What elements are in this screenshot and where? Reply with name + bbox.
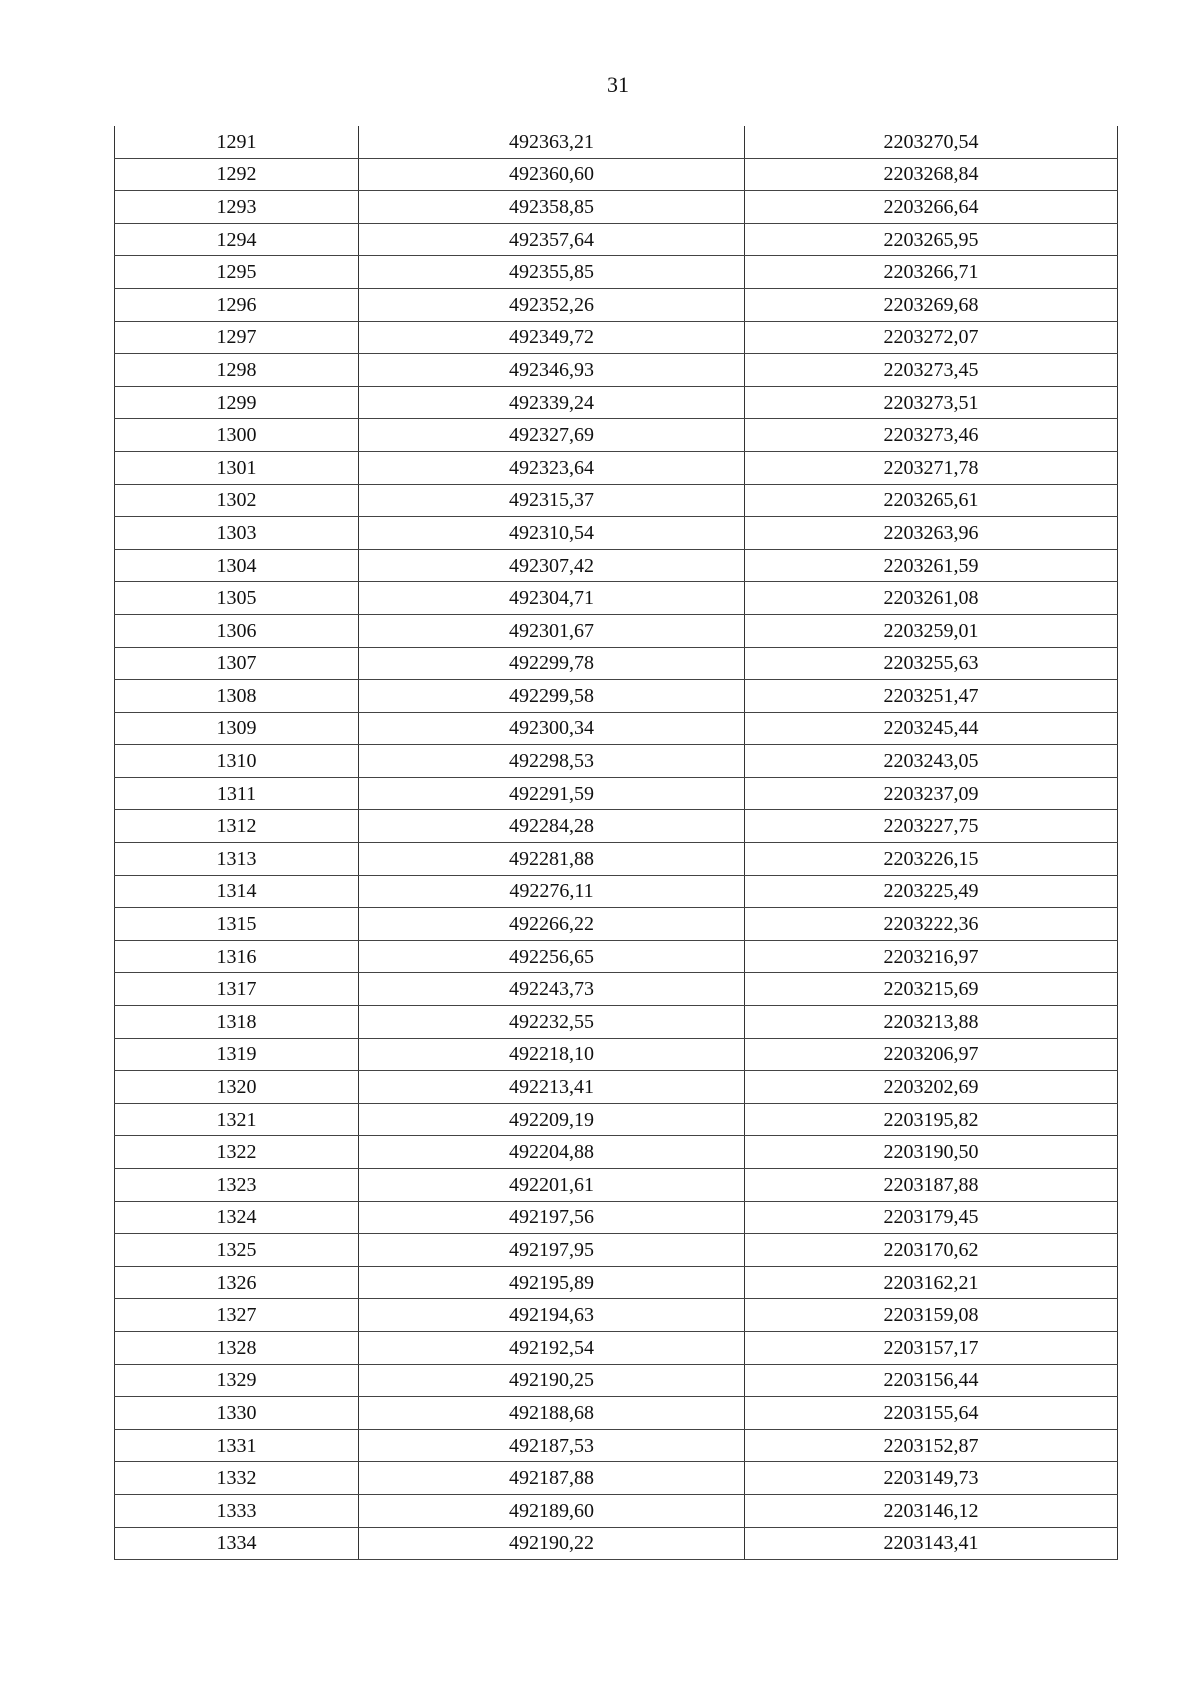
table-row [115, 223, 1118, 256]
y-coordinate-cell: 2203222,36 [745, 908, 1118, 941]
x-coordinate-cell: 492301,67 [359, 614, 745, 647]
y-coordinate-cell: 2203170,62 [745, 1234, 1118, 1267]
y-coordinate-cell: 2203216,97 [745, 940, 1118, 973]
point-number-cell: 1314 [115, 875, 359, 908]
x-coordinate-cell: 492209,19 [359, 1103, 745, 1136]
y-coordinate-cell: 2203195,82 [745, 1103, 1118, 1136]
table-row [115, 386, 1118, 419]
x-coordinate-cell: 492256,65 [359, 940, 745, 973]
coordinates-table-body [115, 126, 1118, 1560]
x-coordinate-cell: 492349,72 [359, 321, 745, 354]
table-row [115, 1103, 1118, 1136]
x-coordinate-cell: 492204,88 [359, 1136, 745, 1169]
point-number-cell: 1313 [115, 843, 359, 876]
table-row [115, 1527, 1118, 1560]
point-number-cell: 1329 [115, 1364, 359, 1397]
point-number-cell: 1334 [115, 1527, 359, 1560]
x-coordinate-cell: 492187,53 [359, 1429, 745, 1462]
table-row [115, 1397, 1118, 1430]
table-row [115, 1331, 1118, 1364]
x-coordinate-cell: 492307,42 [359, 549, 745, 582]
x-coordinate-cell: 492232,55 [359, 1006, 745, 1039]
y-coordinate-cell: 2203227,75 [745, 810, 1118, 843]
x-coordinate-cell: 492218,10 [359, 1038, 745, 1071]
table-row [115, 745, 1118, 778]
point-number-cell: 1311 [115, 777, 359, 810]
table-row [115, 647, 1118, 680]
y-coordinate-cell: 2203263,96 [745, 517, 1118, 550]
y-coordinate-cell: 2203187,88 [745, 1169, 1118, 1202]
x-coordinate-cell: 492213,41 [359, 1071, 745, 1104]
point-number-cell: 1299 [115, 386, 359, 419]
x-coordinate-cell: 492327,69 [359, 419, 745, 452]
table-row [115, 484, 1118, 517]
x-coordinate-cell: 492189,60 [359, 1494, 745, 1527]
y-coordinate-cell: 2203143,41 [745, 1527, 1118, 1560]
table-row [115, 1234, 1118, 1267]
y-coordinate-cell: 2203265,95 [745, 223, 1118, 256]
point-number-cell: 1320 [115, 1071, 359, 1104]
table-row [115, 288, 1118, 321]
table-row [115, 354, 1118, 387]
y-coordinate-cell: 2203268,84 [745, 158, 1118, 191]
point-number-cell: 1333 [115, 1494, 359, 1527]
point-number-cell: 1312 [115, 810, 359, 843]
point-number-cell: 1291 [115, 126, 359, 158]
point-number-cell: 1297 [115, 321, 359, 354]
x-coordinate-cell: 492190,25 [359, 1364, 745, 1397]
y-coordinate-cell: 2203202,69 [745, 1071, 1118, 1104]
point-number-cell: 1325 [115, 1234, 359, 1267]
y-coordinate-cell: 2203226,15 [745, 843, 1118, 876]
point-number-cell: 1293 [115, 191, 359, 224]
table-row [115, 517, 1118, 550]
y-coordinate-cell: 2203251,47 [745, 680, 1118, 713]
y-coordinate-cell: 2203155,64 [745, 1397, 1118, 1430]
y-coordinate-cell: 2203273,45 [745, 354, 1118, 387]
x-coordinate-cell: 492346,93 [359, 354, 745, 387]
table-row [115, 1364, 1118, 1397]
y-coordinate-cell: 2203146,12 [745, 1494, 1118, 1527]
y-coordinate-cell: 2203266,71 [745, 256, 1118, 289]
point-number-cell: 1326 [115, 1266, 359, 1299]
x-coordinate-cell: 492243,73 [359, 973, 745, 1006]
x-coordinate-cell: 492358,85 [359, 191, 745, 224]
x-coordinate-cell: 492300,34 [359, 712, 745, 745]
point-number-cell: 1330 [115, 1397, 359, 1430]
y-coordinate-cell: 2203259,01 [745, 614, 1118, 647]
table-row [115, 875, 1118, 908]
coordinates-table [114, 126, 1118, 1560]
table-row [115, 1006, 1118, 1039]
x-coordinate-cell: 492299,58 [359, 680, 745, 713]
y-coordinate-cell: 2203179,45 [745, 1201, 1118, 1234]
y-coordinate-cell: 2203152,87 [745, 1429, 1118, 1462]
point-number-cell: 1307 [115, 647, 359, 680]
x-coordinate-cell: 492291,59 [359, 777, 745, 810]
table-row [115, 973, 1118, 1006]
point-number-cell: 1298 [115, 354, 359, 387]
point-number-cell: 1322 [115, 1136, 359, 1169]
point-number-cell: 1315 [115, 908, 359, 941]
x-coordinate-cell: 492315,37 [359, 484, 745, 517]
y-coordinate-cell: 2203157,17 [745, 1331, 1118, 1364]
table-row [115, 1071, 1118, 1104]
point-number-cell: 1328 [115, 1331, 359, 1364]
x-coordinate-cell: 492197,95 [359, 1234, 745, 1267]
y-coordinate-cell: 2203237,09 [745, 777, 1118, 810]
x-coordinate-cell: 492192,54 [359, 1331, 745, 1364]
x-coordinate-cell: 492355,85 [359, 256, 745, 289]
table-row [115, 908, 1118, 941]
point-number-cell: 1295 [115, 256, 359, 289]
table-row [115, 582, 1118, 615]
x-coordinate-cell: 492352,26 [359, 288, 745, 321]
x-coordinate-cell: 492304,71 [359, 582, 745, 615]
x-coordinate-cell: 492363,21 [359, 126, 745, 158]
table-row [115, 940, 1118, 973]
table-row [115, 126, 1118, 158]
table-row [115, 256, 1118, 289]
y-coordinate-cell: 2203272,07 [745, 321, 1118, 354]
table-row [115, 321, 1118, 354]
point-number-cell: 1308 [115, 680, 359, 713]
y-coordinate-cell: 2203261,08 [745, 582, 1118, 615]
y-coordinate-cell: 2203243,05 [745, 745, 1118, 778]
point-number-cell: 1323 [115, 1169, 359, 1202]
point-number-cell: 1319 [115, 1038, 359, 1071]
x-coordinate-cell: 492201,61 [359, 1169, 745, 1202]
y-coordinate-cell: 2203162,21 [745, 1266, 1118, 1299]
table-row [115, 419, 1118, 452]
point-number-cell: 1317 [115, 973, 359, 1006]
table-row [115, 1266, 1118, 1299]
y-coordinate-cell: 2203225,49 [745, 875, 1118, 908]
point-number-cell: 1316 [115, 940, 359, 973]
table-row [115, 1299, 1118, 1332]
table-row [115, 810, 1118, 843]
y-coordinate-cell: 2203261,59 [745, 549, 1118, 582]
point-number-cell: 1304 [115, 549, 359, 582]
table-row [115, 680, 1118, 713]
point-number-cell: 1327 [115, 1299, 359, 1332]
y-coordinate-cell: 2203190,50 [745, 1136, 1118, 1169]
x-coordinate-cell: 492299,78 [359, 647, 745, 680]
y-coordinate-cell: 2203265,61 [745, 484, 1118, 517]
table-row [115, 1201, 1118, 1234]
y-coordinate-cell: 2203269,68 [745, 288, 1118, 321]
table-row [115, 451, 1118, 484]
y-coordinate-cell: 2203273,51 [745, 386, 1118, 419]
point-number-cell: 1305 [115, 582, 359, 615]
table-row [115, 1429, 1118, 1462]
table-row [115, 1169, 1118, 1202]
x-coordinate-cell: 492323,64 [359, 451, 745, 484]
x-coordinate-cell: 492310,54 [359, 517, 745, 550]
point-number-cell: 1306 [115, 614, 359, 647]
point-number-cell: 1292 [115, 158, 359, 191]
y-coordinate-cell: 2203271,78 [745, 451, 1118, 484]
point-number-cell: 1296 [115, 288, 359, 321]
point-number-cell: 1310 [115, 745, 359, 778]
point-number-cell: 1318 [115, 1006, 359, 1039]
x-coordinate-cell: 492339,24 [359, 386, 745, 419]
x-coordinate-cell: 492190,22 [359, 1527, 745, 1560]
x-coordinate-cell: 492188,68 [359, 1397, 745, 1430]
x-coordinate-cell: 492266,22 [359, 908, 745, 941]
x-coordinate-cell: 492298,53 [359, 745, 745, 778]
y-coordinate-cell: 2203206,97 [745, 1038, 1118, 1071]
x-coordinate-cell: 492194,63 [359, 1299, 745, 1332]
table-row [115, 158, 1118, 191]
y-coordinate-cell: 2203159,08 [745, 1299, 1118, 1332]
page-number: 31 [607, 72, 629, 97]
table-row [115, 1038, 1118, 1071]
point-number-cell: 1300 [115, 419, 359, 452]
point-number-cell: 1332 [115, 1462, 359, 1495]
point-number-cell: 1302 [115, 484, 359, 517]
x-coordinate-cell: 492187,88 [359, 1462, 745, 1495]
x-coordinate-cell: 492357,64 [359, 223, 745, 256]
point-number-cell: 1321 [115, 1103, 359, 1136]
x-coordinate-cell: 492195,89 [359, 1266, 745, 1299]
table-row [115, 1494, 1118, 1527]
y-coordinate-cell: 2203149,73 [745, 1462, 1118, 1495]
y-coordinate-cell: 2203213,88 [745, 1006, 1118, 1039]
table-row [115, 712, 1118, 745]
point-number-cell: 1301 [115, 451, 359, 484]
point-number-cell: 1294 [115, 223, 359, 256]
table-row [115, 777, 1118, 810]
y-coordinate-cell: 2203266,64 [745, 191, 1118, 224]
y-coordinate-cell: 2203273,46 [745, 419, 1118, 452]
y-coordinate-cell: 2203255,63 [745, 647, 1118, 680]
y-coordinate-cell: 2203215,69 [745, 973, 1118, 1006]
x-coordinate-cell: 492360,60 [359, 158, 745, 191]
table-row [115, 1136, 1118, 1169]
table-row [115, 614, 1118, 647]
x-coordinate-cell: 492197,56 [359, 1201, 745, 1234]
y-coordinate-cell: 2203245,44 [745, 712, 1118, 745]
point-number-cell: 1303 [115, 517, 359, 550]
table-row [115, 191, 1118, 224]
table-row [115, 1462, 1118, 1495]
table-row [115, 843, 1118, 876]
x-coordinate-cell: 492284,28 [359, 810, 745, 843]
point-number-cell: 1309 [115, 712, 359, 745]
x-coordinate-cell: 492281,88 [359, 843, 745, 876]
point-number-cell: 1324 [115, 1201, 359, 1234]
x-coordinate-cell: 492276,11 [359, 875, 745, 908]
y-coordinate-cell: 2203156,44 [745, 1364, 1118, 1397]
point-number-cell: 1331 [115, 1429, 359, 1462]
table-row [115, 549, 1118, 582]
y-coordinate-cell: 2203270,54 [745, 126, 1118, 158]
